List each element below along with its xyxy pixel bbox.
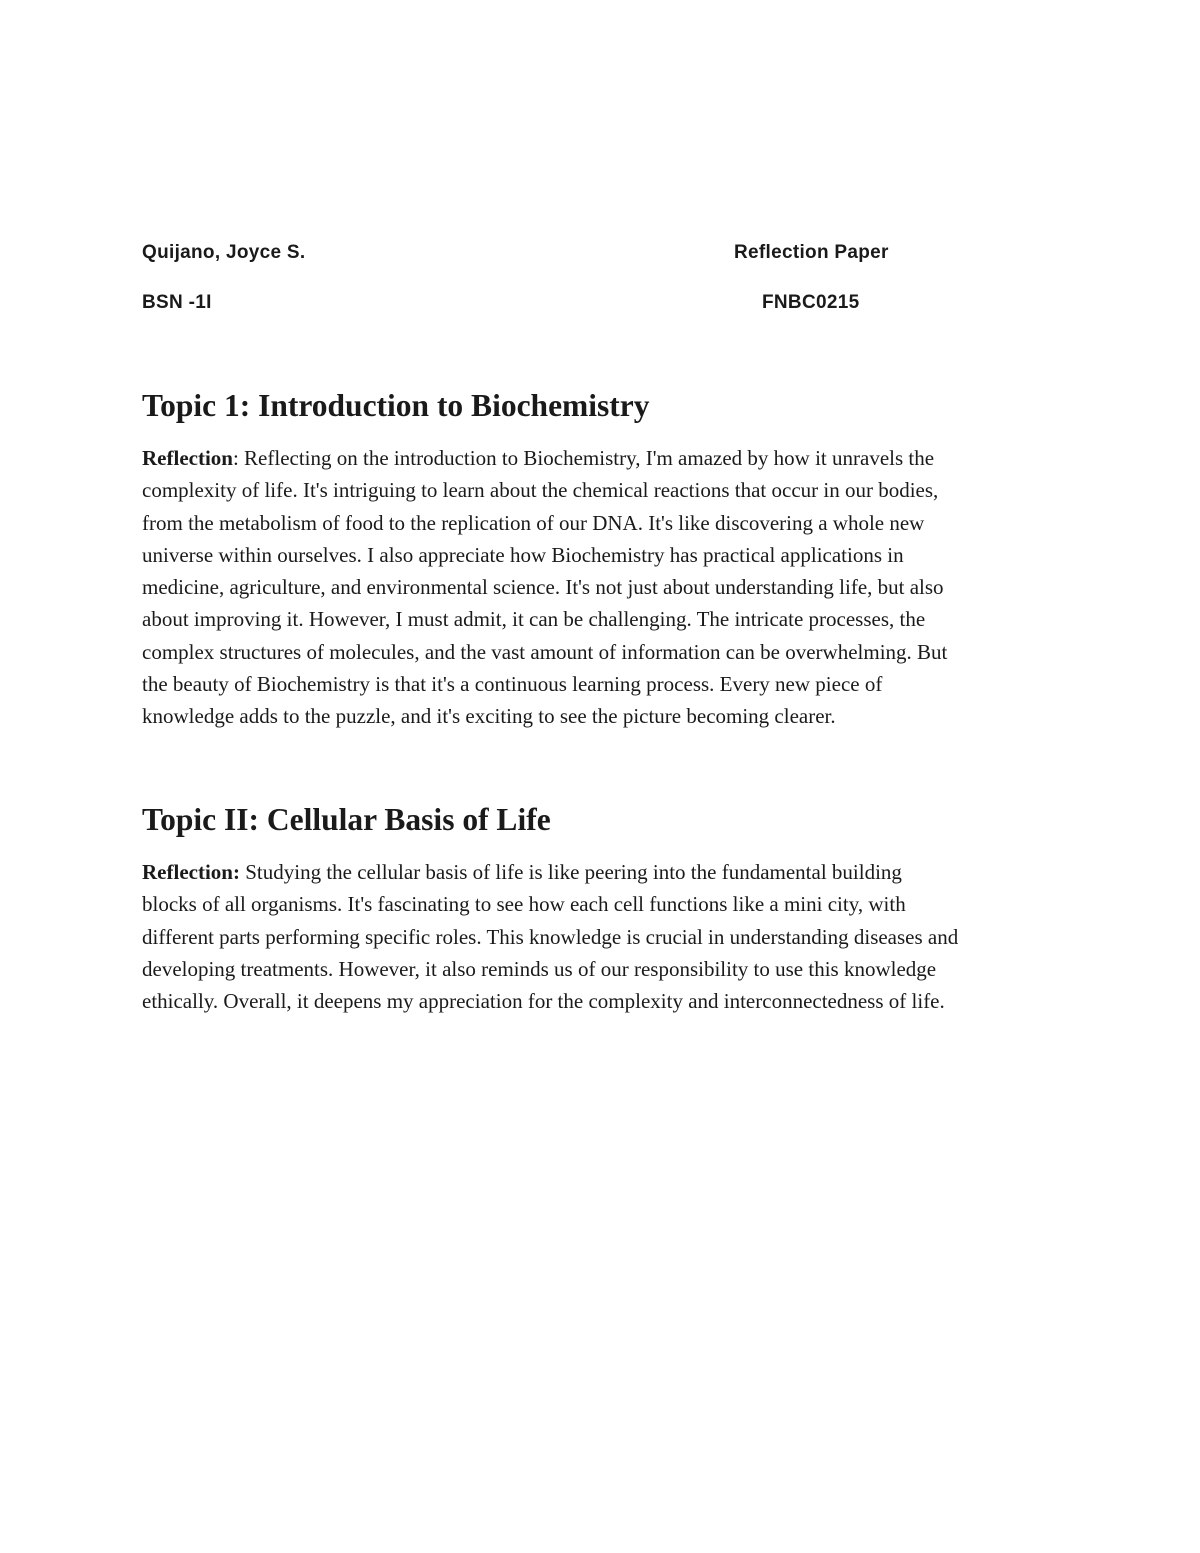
topic-heading: Topic II: Cellular Basis of Life xyxy=(142,802,551,837)
paragraph-text: Studying the cellular basis of life is like peering into the fundamental building xyxy=(239,860,902,884)
paragraph-line: different parts performing specific roles. This knowledge is crucial in understanding diseases and xyxy=(142,924,959,949)
student-section: BSN -1I xyxy=(142,292,212,313)
paragraph-line: blocks of all organisms. It's fascinating to see how each cell functions like a mini city, with xyxy=(142,892,906,917)
paragraph-line: ethically. Overall, it deepens my appreciation for the complexity and interconnectedness of life. xyxy=(142,989,945,1014)
paragraph-line: medicine, agriculture, and environmental science. It's not just about understanding life, but also xyxy=(142,575,944,600)
paragraph-line: knowledge adds to the puzzle, and it's exciting to see the picture becoming clearer. xyxy=(142,704,836,729)
topic-section-1 xyxy=(142,388,1062,729)
paragraph-line: the beauty of Biochemistry is that it's a continuous learning process. Every new piece of xyxy=(142,672,883,697)
paragraph-line: complex structures of molecules, and the vast amount of information can be overwhelming. But xyxy=(142,639,948,664)
paragraph-line xyxy=(142,856,1062,888)
paragraph-line: universe within ourselves. I also appreciate how Biochemistry has practical applications in xyxy=(142,542,904,567)
paragraph-text: : Reflecting on the introduction to Biochemistry, I'm amazed by how it unravels the xyxy=(232,446,935,470)
reflection-label: Reflection: xyxy=(142,860,240,884)
reflection-label: Reflection xyxy=(142,446,233,470)
paragraph-line: about improving it. However, I must admit, it can be challenging. The intricate processes, the xyxy=(142,607,926,632)
paragraph-line: from the metabolism of food to the replication of our DNA. It's like discovering a whole new xyxy=(142,510,925,535)
document-type: Reflection Paper xyxy=(734,242,889,263)
reflection-paragraph xyxy=(142,856,1062,1017)
course-code: FNBC0215 xyxy=(762,292,860,313)
header-row-2 xyxy=(142,292,922,322)
topic-heading: Topic 1: Introduction to Biochemistry xyxy=(142,388,650,423)
paragraph-line: developing treatments. However, it also reminds us of our responsibility to use this knowledge xyxy=(142,956,937,981)
paragraph-line xyxy=(142,442,1062,474)
reflection-paragraph xyxy=(142,442,1062,733)
topic-section-2 xyxy=(142,802,1062,1014)
paragraph-line: complexity of life. It's intriguing to learn about the chemical reactions that occur in our bodies, xyxy=(142,478,939,503)
header-row-1 xyxy=(142,242,922,272)
student-name: Quijano, Joyce S. xyxy=(142,242,306,263)
